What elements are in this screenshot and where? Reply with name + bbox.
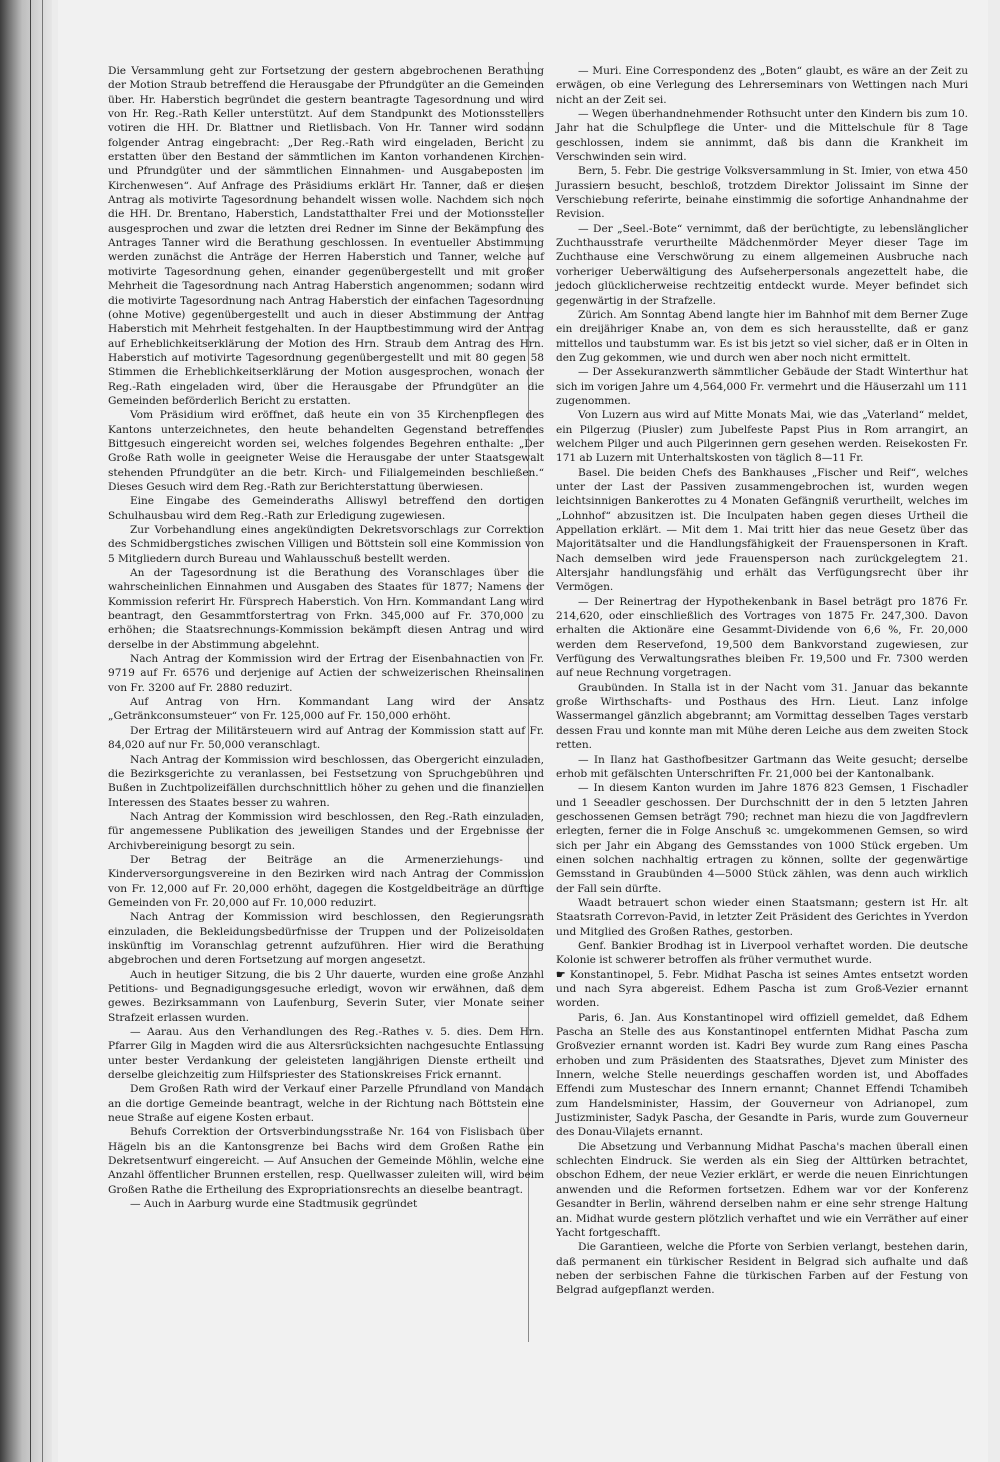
article-paragraph: — Wegen überhandnehmender Rothsucht unter den Kindern bis zum 10. Jahr hat die Schulpflege die Unter- und die Mittelschule für 8 Tage geschlossen, indem sie annimmt, daß bis dann die Krankheit im Verschwinden sein wird. [556,108,968,164]
binding-fold-line [42,0,43,1462]
article-paragraph: — Aarau. Aus den Verhandlungen des Reg.-Rathes v. 5. dies. Dem Hrn. Pfarrer Gilg in Magden wird die aus Altersrücksichten nachgesuchte Entlassung unter bester Verdankung der geleisteten langjährigen Dienste ertheilt und derselbe gleichzeitig zum Hilfspriester des Stationskreises Frick ernannt. [108,1026,544,1082]
article-paragraph: Dem Großen Rath wird der Verkauf einer Parzelle Pfrundland von Mandach an die dortige Gemeinde beantragt, welche in der Richtung nach Böttstein eine neue Straße auf eigene Kosten erbaut. [108,1083,544,1125]
article-paragraph: Der Ertrag der Militärsteuern wird auf Antrag der Kommission statt auf Fr. 84,020 auf nur Fr. 50,000 veranschlagt. [108,724,544,752]
article-paragraph: Nach Antrag der Kommission wird der Ertrag der Eisenbahnactien von Fr. 9719 auf Fr. 6576 und derjenige auf Actien der schweizerischen Rheinsalinen von Fr. 3200 auf Fr. 2880 reduzirt. [108,653,544,694]
article-paragraph: — Der „Seel.-Bote“ vernimmt, daß der berüchtigte, zu lebenslänglicher Zuchthausstrafe verurtheilte Mädchenmörder Meyer dieser Tage im Zuchthause eine Verschwörung zu einem allgemeinen Ausbruche nach vorheriger Ueberwältigung des Aufseherpersonals angezettelt habe, die jedoch glücklicherweise rechtzeitig entdeckt wurde. Meyer befindet sich gegenwärtig in der Strafzelle. [556,222,968,307]
article-paragraph: Nach Antrag der Kommission wird beschlossen, das Obergericht einzuladen, die Bezirksgerichte zu veranlassen, bei Festsetzung von Spruchgebühren und Bußen in Zuchtpolizeifällen durchschnittlich höher zu gehen und die finanziellen Interessen des Staates besser zu wahren. [108,753,544,809]
left-column [108,64,544,1212]
article-paragraph-with-hand [556,968,968,1011]
article-paragraph: Vom Präsidium wird eröffnet, daß heute ein von 35 Kirchenpflegen des Kantons unterzeichnetes, den heute behandelten Gegenstand betreffendes Bittgesuch eingereicht worden sei, welches folgendes Begehren enthalte: „Der Große Rath wolle in geeigneter Weise die Herausgabe der unter Staatsgewalt stehenden Pfrundgüter an die betr. Kirch- und Filialgemeinden beschließen.“ Dieses Gesuch wird dem Reg.-Rath zur Berichterstattung überwiesen. [108,409,544,493]
article-paragraph: Die Versammlung geht zur Fortsetzung der gestern abgebrochenen Berathung der Motion Straub betreffend die Herausgabe der Pfrundgüter an die Gemeinden über. Hr. Haberstich begründet die gestern beantragte Tagesordnung und wird von Hr. Reg.-Rath Keller unterstützt. Auf dem Standpunkt des Motionsstellers votiren die HH. Dr. Blattner und Rietlisbach. Von Hr. Tanner wird sodann folgender Antrag eingebracht: „Der Reg.-Rath wird eingeladen, Bericht zu erstatten über den Bestand der sämmtlichen im Kanton vorhandenen Kirchen- und Pfrundgüter und der sämmtlichen Einnahmen- und Ausgabeposten im Kirchenwesen“. Auf Anfrage des Präsidiums erklärt Hr. Tanner, daß er diesen Antrag als motivirte Tagesordnung behandelt wissen wolle. Nachdem sich noch die HH. Dr. Brentano, Haberstich, Landstatthalter Frei und der Motionssteller ausgesprochen und zwar die letzten drei Redner im Sinne der Bekämpfung des Antrages Tanner wird die Berathung geschlossen. In eventueller Abstimmung werden zunächst die Anträge der Herren Haberstich und Tanner, welche auf motivirte Tagesordnung gehen, einander gegenübergestellt und mit großer Mehrheit die Tagesordnung nach Antrag Haberstich angenommen; sodann wird die motivirte Tagesordnung nach Antrag Haberstich der einfachen Tagesordnung (ohne Motive) gegenübergestellt und auch in dieser Abstimmung der Antrag Haberstich mit Mehrheit festgehalten. In der Hauptbestimmung wird der Antrag auf Erheblichkeitserklärung der Motion des Hrn. Straub dem Antrag des Hrn. Haberstich auf motivirte Tagesordnung gegenübergestellt und mit 80 gegen 58 Stimmen die Erheblichkeitserklärung der Motion ausgesprochen, wonach der Reg.-Rath eingeladen wird, über die Herausgabe der Pfrundgüter an die Gemeinden beförderlich Bericht zu erstatten. [108,65,544,407]
article-paragraph: Die Absetzung und Verbannung Midhat Pascha's machen überall einen schlechten Eindruck. Sie werden als ein Sieg der Alttürken betrachtet, obschon Edhem, der neue Vezier erklärt, er werde die neuen Einrichtungen anwenden und die Reformen fortsetzen. Edhem war vor der Konferenz Gesandter in Berlin, während derselben nahm er eine sehr strenge Haltung an. Midhat wurde gestern plötzlich verhaftet und wie ein Verräther auf einer Yacht fortgeschafft. [556,1140,968,1239]
pointing-hand-icon: ☛ [556,968,566,981]
article-paragraph: — Der Assekuranzwerth sämmtlicher Gebäude der Stadt Winterthur hat sich im vorigen Jahre um 4,564,000 Fr. vermehrt und die Häuserzahl um 111 zugenommen. [556,366,968,407]
article-paragraph: Zur Vorbehandlung eines angekündigten Dekretsvorschlags zur Correktion des Schmidbergstiches zwischen Villigen und Böttstein soll eine Kommission von 5 Mitgliedern durch Bureau und Wahlausschuß bestellt werden. [108,524,544,565]
article-paragraph: Die Garantieen, welche die Pforte von Serbien verlangt, bestehen darin, daß permanent ein türkischer Resident in Belgrad sich aufhalte und daß neben der serbischen Fahne die türkischen Farben auf der Festung von Belgrad aufgepflanzt werden. [556,1241,968,1297]
article-paragraph: Zürich. Am Sonntag Abend langte hier im Bahnhof mit dem Berner Zuge ein dreijähriger Knabe an, von dem es sich herausstellte, daß er ganz mittellos und taubstumm war. Es ist bis jetzt so viel sicher, daß er in Olten in den Zug gekommen, wie und durch wen aber noch nicht ermittelt. [556,308,968,364]
article-paragraph: Nach Antrag der Kommission wird beschlossen, den Regierungsrath einzuladen, die Bekleidungsbedürfnisse der Truppen und der Polizeisoldaten inskünftig im Voranschlag getrennt aufzuführen. Hier wird die Berathung abgebrochen und deren Fortsetzung auf morgen angesetzt. [108,911,544,967]
article-paragraph: Behufs Correktion der Ortsverbindungsstraße Nr. 164 von Fislisbach über Hägeln bis an die Kantonsgrenze bei Bachs wird dem Großen Rathe ein Dekretsentwurf eingereicht. — Auf Ansuchen der Gemeinde Möhlin, welche eine Anzahl öffentlicher Brunnen erstellen, resp. Quellwasser zuleiten will, wird beim Großen Rathe die Ertheilung des Expropriationsrechts an dieselbe beantragt. [108,1126,544,1196]
article-paragraph: Nach Antrag der Kommission wird beschlossen, den Reg.-Rath einzuladen, für angemessene Publikation des jeweiligen Standes und der Ergebnisse der Archivbereinigung besorgt zu sein. [108,810,544,852]
right-column [556,64,968,1298]
article-paragraph: Graubünden. In Stalla ist in der Nacht vom 31. Januar das bekannte große Wirthschafts- und Posthaus des Hrn. Lieut. Lanz infolge Wassermangel gänzlich abgebrannt; am Vormittag desselben Tages verstarb dessen Frau und konnte man mit Mühe deren Leiche aus dem zweiten Stock retten. [556,681,968,752]
article-paragraph: Genf. Bankier Brodhag ist in Liverpool verhaftet worden. Die deutsche Kolonie ist schwerer betroffen als früher vermuthet wurde. [556,939,968,967]
article-paragraph: An der Tagesordnung ist die Berathung des Voranschlages über die wahrscheinlichen Einnahmen und Ausgaben des Staates für 1877; Namens der Kommission referirt Hr. Fürsprech Haberstich. Von Hrn. Kommandant Lang wird beantragt, den Gesammtforstertrag von Frkn. 345,000 auf Fr. 370,000 zu erhöhen; die Staatsrechnungs-Kommission bekämpft diesen Antrag und wird derselbe in der Abstimmung abgelehnt. [108,567,544,651]
article-paragraph: — In Ilanz hat Gasthofbesitzer Gartmann das Weite gesucht; derselbe erhob mit gefälschten Unterschriften Fr. 21,000 bei der Kantonalbank. [556,753,968,780]
article-paragraph: Von Luzern aus wird auf Mitte Monats Mai, wie das „Vaterland“ meldet, ein Pilgerzug (Piusler) zum Jubelfeste Papst Pius in Rom arrangirt, an welchem Pilger und auch Pilgerinnen gern gesehen werden. Reisekosten Fr. 171 ab Luzern mit Unterhaltskosten von täglich 8—11 Fr. [556,409,968,465]
article-paragraph: Waadt betrauert schon wieder einen Staatsmann; gestern ist Hr. alt Staatsrath Correvon-Pavid, in letzter Zeit Präsident des Gerichtes in Yverdon und Mitglied des Großen Rathes, gestorben. [556,896,968,938]
binding-fold-line [30,0,31,1462]
article-paragraph: Eine Eingabe des Gemeinderaths Alliswyl betreffend den dortigen Schulhausbau wird dem Reg.-Rath zur Erledigung zugewiesen. [108,495,544,522]
article-paragraph: Der Betrag der Beiträge an die Armenerziehungs- und Kinderversorgungsvereine in den Bezirken wird nach Antrag der Commission von Fr. 12,000 auf Fr. 20,000 erhöht, dagegen die Kostgeldbeiträge an dürftige Gemeinden von Fr. 20,000 auf Fr. 10,000 reduzirt. [108,853,544,909]
article-paragraph: — Der Reinertrag der Hypothekenbank in Basel beträgt pro 1876 Fr. 214,620, oder einschließlich des Vortrages von 1875 Fr. 247,300. Davon erhalten die Aktionäre eine Gesammt-Dividende von 6,6 %, Fr. 20,000 werden dem Reservefond, 19,500 dem Bankvorstand zugewiesen, zur Verfügung des Verwaltungsrathes bleiben Fr. 19,500 und Fr. 7300 werden auf neue Rechnung vorgetragen. [556,595,968,680]
article-paragraph: — Auch in Aarburg wurde eine Stadtmusik gegründet [130,1198,418,1211]
book-binding-edge [0,0,52,1462]
article-paragraph: Auch in heutiger Sitzung, die bis 2 Uhr dauerte, wurden eine große Anzahl Petitions- und Begnadigungsgesuche erledigt, wovon wir erwähnen, daß dem gewes. Bezirksammann von Laufenburg, Severin Suter, vier Monate seiner Strafzeit erlassen wurden. [108,968,544,1024]
article-paragraph: Bern, 5. Febr. Die gestrige Volksversammlung in St. Imier, von etwa 450 Jurassiern besucht, beschloß, trotzdem Direktor Jolissaint im Sinne der Verschiebung referirte, beinahe einstimmig die sofortige Anhandnahme der Revision. [556,165,968,221]
article-paragraph: — In diesem Kanton wurden im Jahre 1876 823 Gemsen, 1 Fischadler und 1 Seeadler geschossen. Der Durchschnitt der in den 5 letzten Jahren geschossenen Gemsen beträgt 790; rechnet man hiezu die von Jagdfrevlern erlegten, ferner die in Folge Anschuß ꝛc. umgekommenen Gemsen, so wird sich per Jahr ein Abgang des Gemsstandes von 1000 Stück ergeben. Um einen solchen nachhaltig ertragen zu können, sollte der gegenwärtige Gemsstand in Graubünden 4—5000 Stück zählen, was denn auch wirklich der Fall sein dürfte. [556,782,968,895]
article-paragraph: — Muri. Eine Correspondenz des „Boten“ glaubt, es wäre an der Zeit zu erwägen, ob eine Verlegung des Lehrerseminars von Wettingen nach Muri nicht an der Zeit sei. [556,65,968,106]
article-paragraph: Auf Antrag von Hrn. Kommandant Lang wird der Ansatz „Getränkconsumsteuer“ von Fr. 125,000 auf Fr. 150,000 erhöht. [108,696,544,723]
article-paragraph: Paris, 6. Jan. Aus Konstantinopel wird offiziell gemeldet, daß Edhem Pascha an Stelle des aus Konstantinopel entfernten Midhat Pascha zum Großvezier ernannt worden ist. Kadri Bey wurde zum Rang eines Pascha erhoben und zum Präsidenten des Staatsrathes, Djevet zum Minister des Innern, welche Stelle neuerdings geschaffen worden ist, und Aboffades Effendi zum Musteschar des Innern ernannt; Channet Effendi Tchamibeh zum Handelsminister, Hassim, der Gouverneur von Adrianopel, zum Justizminister, Sadyk Pascha, der Gesandte in Paris, wurde zum Gouverneur des Donau-Vilajets ernannt. [556,1011,968,1139]
article-text: Konstantinopel, 5. Febr. Midhat Pascha ist seines Amtes entsetzt worden und nach Syra abgereist. Edhem Pascha ist zum Groß-Vezier ernannt worden. [556,968,968,1010]
article-paragraph: Basel. Die beiden Chefs des Bankhauses „Fischer und Reif“, welches unter der Last der Passiven zusammengebrochen ist, wurden wegen leichtsinnigen Bankerottes zu 4 Monaten Gefängniß verurtheilt, welches im „Lohnhof“ abzusitzen ist. Die Inculpaten haben gegen dieses Urtheil die Appellation erklärt. — Mit dem 1. Mai tritt hier das neue Gesetz über das Majoritätsalter und die Handlungsfähigkeit der Frauenspersonen in Kraft. Nach demselben wird jede Frauensperson nach zurückgelegtem 21. Altersjahr handlungsfähig und erhält das Verfügungsrecht über ihr Vermögen. [556,466,968,594]
